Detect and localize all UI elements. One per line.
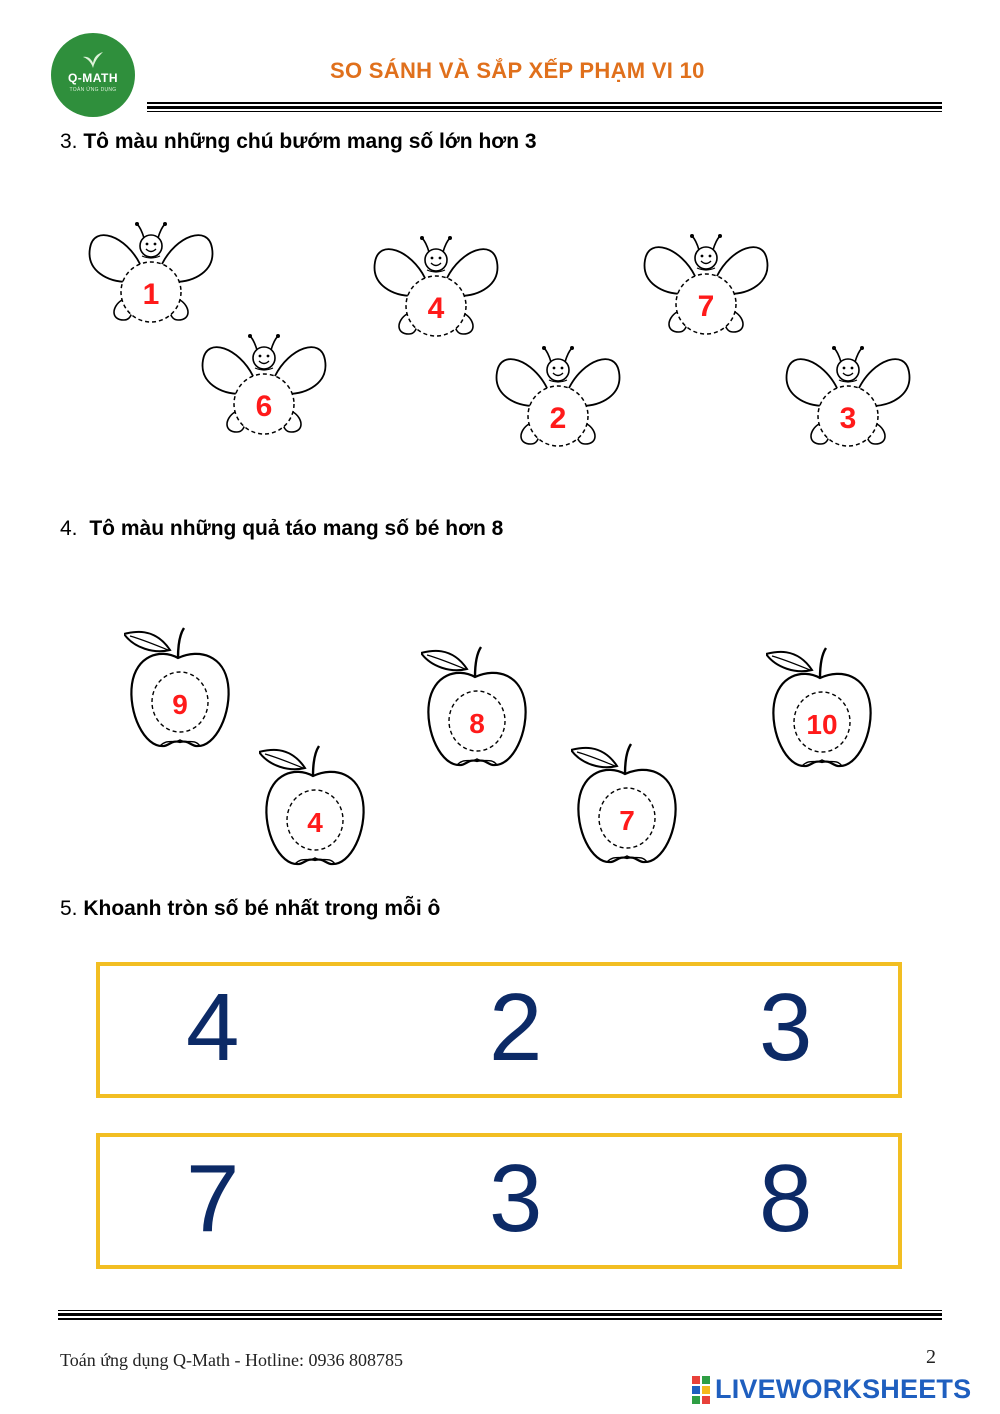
leaf-icon xyxy=(82,51,104,69)
circle-target-number[interactable]: 3 xyxy=(489,1145,543,1252)
apple-number: 4 xyxy=(307,807,323,838)
question-3-text: Tô màu những chú bướm mang số lớn hơn 3 xyxy=(83,130,537,153)
butterfly-number: 2 xyxy=(549,402,567,435)
logo-brand: Q-MATH xyxy=(67,71,119,85)
question-3 xyxy=(60,130,537,154)
question-3-number: 3. xyxy=(60,130,78,153)
circle-target-number[interactable]: 3 xyxy=(759,974,813,1081)
header-rule-thin-top xyxy=(147,102,942,104)
page-number: 2 xyxy=(926,1346,936,1368)
question-4 xyxy=(60,517,503,541)
footer-rule-thick xyxy=(58,1313,942,1316)
butterfly-number: 7 xyxy=(697,290,715,323)
apple-number: 9 xyxy=(172,689,188,720)
footer-rule-thin-bottom xyxy=(58,1318,942,1320)
apple-number: 7 xyxy=(619,805,635,836)
butterfly[interactable] xyxy=(493,340,623,458)
question-5-text: Khoanh tròn số bé nhất trong mỗi ô xyxy=(83,897,441,920)
butterfly-number: 1 xyxy=(142,278,160,311)
question-4-text: Tô màu những quả táo mang số bé hơn 8 xyxy=(89,517,504,540)
butterfly[interactable] xyxy=(783,340,913,458)
apple[interactable] xyxy=(259,740,371,870)
header-rule-thin-bottom xyxy=(147,111,942,112)
logo-tagline: TOÁN ỨNG DỤNG xyxy=(69,87,117,93)
butterfly[interactable] xyxy=(86,216,216,334)
qmath-logo xyxy=(51,33,135,117)
header-rule-thick xyxy=(147,106,942,109)
question-5 xyxy=(60,897,440,921)
butterfly[interactable] xyxy=(641,228,771,346)
apple[interactable] xyxy=(421,641,533,771)
apple[interactable] xyxy=(124,622,236,752)
question-5-number: 5. xyxy=(60,897,78,920)
number-box-1 xyxy=(96,962,902,1098)
butterfly[interactable] xyxy=(371,230,501,348)
liveworksheets-blocks-icon xyxy=(692,1376,710,1404)
butterfly-number: 3 xyxy=(839,402,857,435)
page-title: SO SÁNH VÀ SẮP XẾP PHẠM VI 10 xyxy=(330,58,705,83)
butterfly-number: 6 xyxy=(255,390,273,423)
circle-target-number[interactable]: 7 xyxy=(186,1145,240,1252)
liveworksheets-logo[interactable] xyxy=(692,1374,971,1405)
number-box-2 xyxy=(96,1133,902,1269)
question-4-number: 4. xyxy=(60,517,78,540)
footer-rule-thin-top xyxy=(58,1310,942,1311)
apple[interactable] xyxy=(766,642,878,772)
footer-text: Toán ứng dụng Q-Math - Hotline: 0936 808785 xyxy=(60,1350,403,1370)
apple-number: 10 xyxy=(806,709,838,740)
butterfly-number: 4 xyxy=(427,292,445,325)
circle-target-number[interactable]: 8 xyxy=(759,1145,813,1252)
apple[interactable] xyxy=(571,738,683,868)
circle-target-number[interactable]: 4 xyxy=(186,974,240,1081)
butterfly[interactable] xyxy=(199,328,329,446)
liveworksheets-brand: LIVEWORKSHEETS xyxy=(715,1374,972,1404)
circle-target-number[interactable]: 2 xyxy=(489,974,543,1081)
apple-number: 8 xyxy=(469,708,485,739)
